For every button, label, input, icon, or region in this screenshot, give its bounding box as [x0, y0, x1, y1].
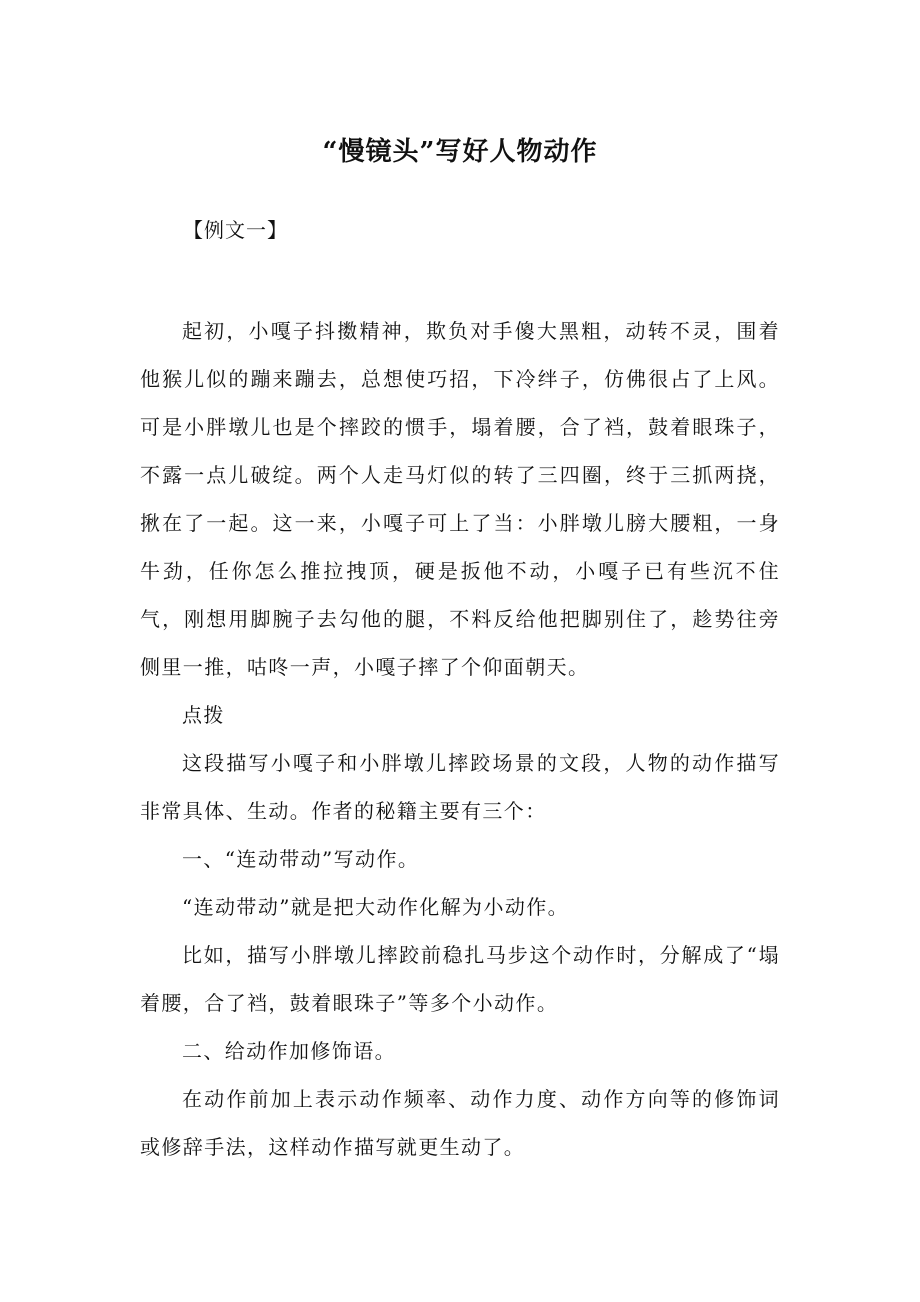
analysis-intro-paragraph: 这段描写小嘎子和小胖墩儿摔跤场景的文段，人物的动作描写非常具体、生动。作者的秘籍主要有三个： — [140, 751, 780, 823]
document-title: “慢镜头”写好人物动作 — [322, 137, 598, 168]
point-two-explanation: 在动作前加上表示动作频率、动作力度、动作方向等的修饰词或修辞手法，这样动作描写就更生动了。 — [140, 1087, 780, 1159]
point-one-example: 比如，描写小胖墩儿摔跤前稳扎马步这个动作时，分解成了“塌着腰，合了裆，鼓着眼珠子”等多个小动作。 — [140, 943, 780, 1015]
point-one-definition: “连动带动”就是把大动作化解为小动作。 — [182, 895, 570, 919]
point-two-heading: 二、给动作加修饰语。 — [182, 1039, 396, 1063]
comment-heading: 点拨 — [182, 703, 225, 727]
example-paragraph: 起初，小嘎子抖擞精神，欺负对手傻大黑粗，动转不灵，围着他猴儿似的蹦来蹦去，总想使巧招，下冷绊子，仿佛很占了上风。可是小胖墩儿也是个摔跤的惯手，塌着腰，合了裆，鼓着眼珠子，不露一点儿破绽。两个人走马灯似的转了三四圈，终于三抓两挠，揪在了一起。这一来，小嘎子可上了当：小胖墩儿膀大腰粗，一身牛劲，任你怎么推拉拽顶，硬是扳他不动，小嘎子已有些沉不住气，刚想用脚腕子去勾他的腿，不料反给他把脚别住了，趁势往旁侧里一推，咕咚一声，小嘎子摔了个仰面朝天。 — [140, 319, 780, 679]
point-one-heading: 一、“连动带动”写动作。 — [182, 847, 420, 871]
section-label: 【例文一】 — [183, 218, 288, 242]
document-body — [140, 307, 780, 1171]
